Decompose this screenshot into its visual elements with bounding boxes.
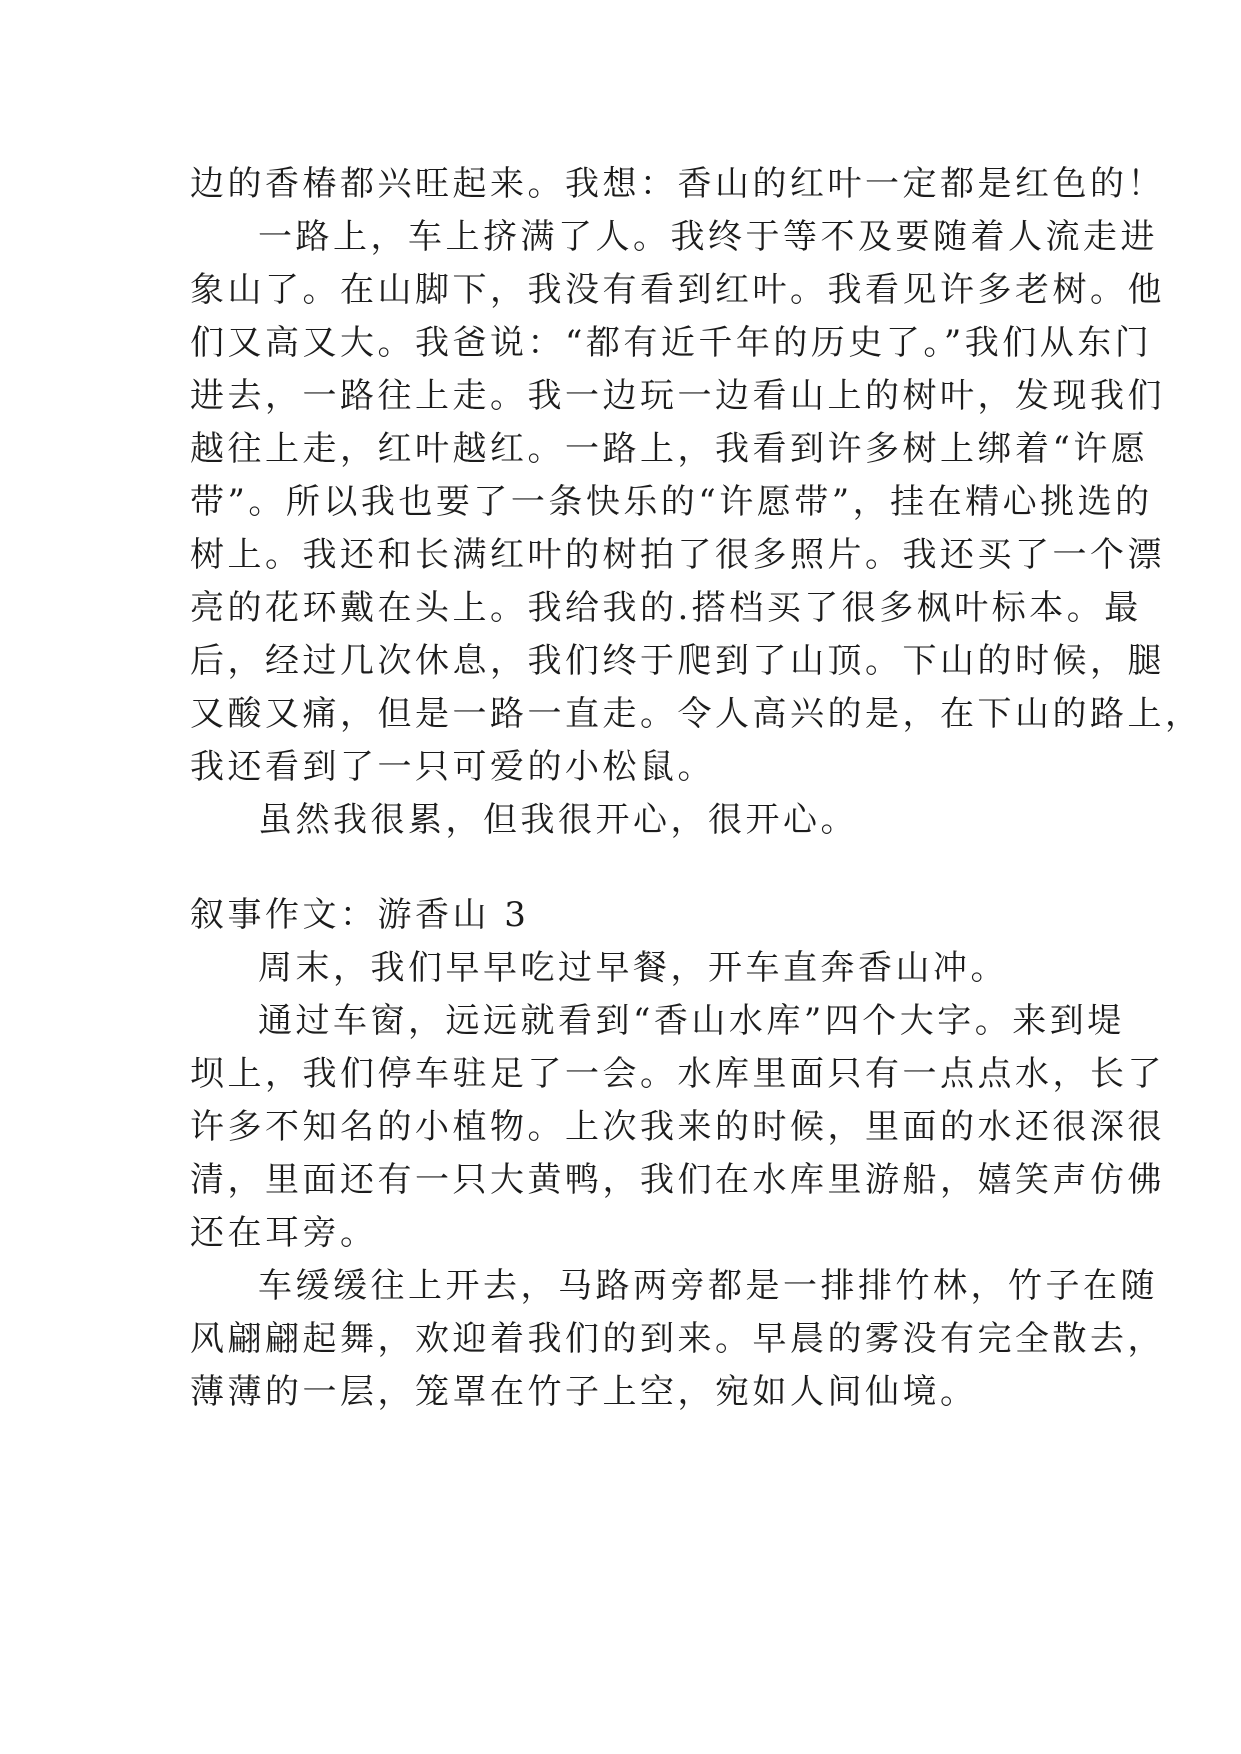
text-line: 风翩翩起舞，欢迎着我们的到来。早晨的雾没有完全散去，	[190, 1319, 1165, 1359]
paragraph-essay3-p1	[190, 942, 1060, 995]
text-line: 们又高又大。我爸说：“都有近千年的历史了。”我们从东门	[190, 323, 1153, 363]
paragraph-trip	[190, 211, 1203, 794]
paragraph-essay3-p2	[190, 995, 1165, 1260]
text-line: 进去，一路往上走。我一边玩一边看山上的树叶，发现我们	[190, 376, 1165, 416]
text-line: 亮的花环戴在头上。我给我的.搭档买了很多枫叶标本。最	[190, 588, 1142, 628]
text-line: 带”。所以我也要了一条快乐的“许愿带”，挂在精心挑选的	[190, 482, 1153, 522]
section-gap	[190, 847, 1060, 889]
text-line: 后，经过几次休息，我们终于爬到了山顶。下山的时候，腿	[190, 641, 1165, 681]
text-line: 边的香椿都兴旺起来。我想：香山的红叶一定都是红色的！	[190, 164, 1165, 204]
paragraph-section1-tail	[190, 158, 1165, 211]
text-line: 许多不知名的小植物。上次我来的时候，里面的水还很深很	[190, 1107, 1165, 1147]
text-line: 清，里面还有一只大黄鸭，我们在水库里游船，嬉笑声仿佛	[190, 1160, 1165, 1200]
text-line: 树上。我还和长满红叶的树拍了很多照片。我还买了一个漂	[190, 535, 1165, 575]
paragraph-conclusion	[190, 794, 1060, 847]
document-body	[190, 158, 1203, 1419]
paragraph-essay3-p3	[190, 1260, 1165, 1419]
text-line: 车缓缓往上开去，马路两旁都是一排排竹林，竹子在随	[258, 1266, 1158, 1306]
text-line: 周末，我们早早吃过早餐，开车直奔香山冲。	[258, 948, 1008, 988]
text-line: 又酸又痛，但是一路一直走。令人高兴的是，在下山的路上，	[190, 694, 1203, 734]
text-line: 我还看到了一只可爱的小松鼠。	[190, 747, 715, 787]
essay-title: 叙事作文：游香山 3	[190, 895, 530, 935]
text-line: 通过车窗，远远就看到“香山水库”四个大字。来到堤	[258, 1001, 1125, 1041]
text-line: 坝上，我们停车驻足了一会。水库里面只有一点点水，长了	[190, 1054, 1165, 1094]
text-line: 一路上，车上挤满了人。我终于等不及要随着人流走进	[258, 217, 1158, 257]
text-line: 越往上走，红叶越红。一路上，我看到许多树上绑着“许愿	[190, 429, 1149, 469]
text-line: 虽然我很累，但我很开心，很开心。	[258, 800, 858, 840]
text-line: 薄薄的一层，笼罩在竹子上空，宛如人间仙境。	[190, 1372, 978, 1412]
text-line: 象山了。在山脚下，我没有看到红叶。我看见许多老树。他	[190, 270, 1165, 310]
text-line: 还在耳旁。	[190, 1213, 378, 1253]
